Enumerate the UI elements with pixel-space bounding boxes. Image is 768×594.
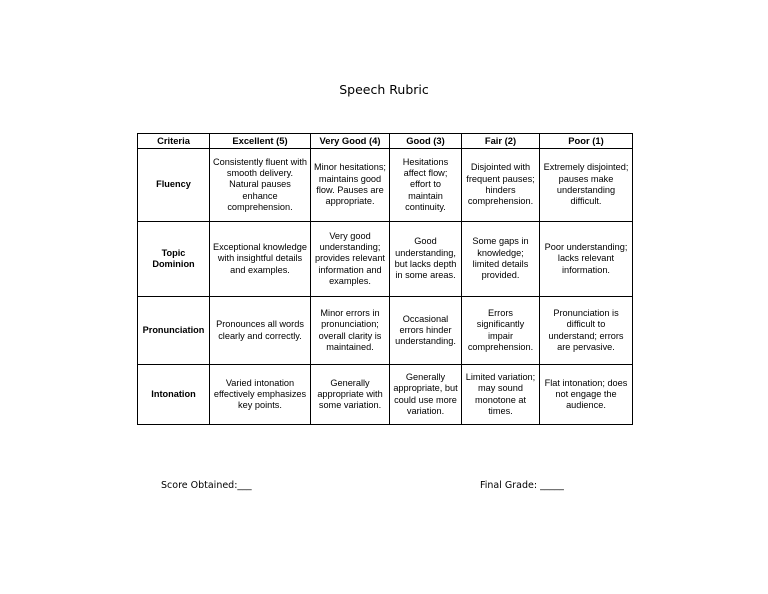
rubric-cell: Exceptional knowledge with insightful details and examples. xyxy=(210,222,311,297)
score-obtained-label: Score Obtained:___ xyxy=(161,480,252,491)
rubric-cell: Pronounces all words clearly and correctly. xyxy=(210,297,311,365)
rubric-cell: Generally appropriate with some variation. xyxy=(311,365,390,425)
criteria-cell: Intonation xyxy=(138,365,210,425)
rubric-cell: Consistently fluent with smooth delivery. Natural pauses enhance comprehension. xyxy=(210,149,311,222)
header-criteria: Criteria xyxy=(138,134,210,149)
rubric-cell: Varied intonation effectively emphasizes key points. xyxy=(210,365,311,425)
rubric-cell: Some gaps in knowledge; limited details provided. xyxy=(462,222,540,297)
rubric-cell: Extremely disjointed; pauses make understanding difficult. xyxy=(540,149,633,222)
rubric-cell: Good understanding, but lacks depth in some areas. xyxy=(390,222,462,297)
rubric-cell: Hesitations affect flow; effort to maintain continuity. xyxy=(390,149,462,222)
criteria-cell: Topic Dominion xyxy=(138,222,210,297)
rubric-cell: Errors significantly impair comprehension. xyxy=(462,297,540,365)
header-excellent: Excellent (5) xyxy=(210,134,311,149)
header-poor: Poor (1) xyxy=(540,134,633,149)
rubric-cell: Poor understanding; lacks relevant information. xyxy=(540,222,633,297)
header-good: Good (3) xyxy=(390,134,462,149)
rubric-table xyxy=(137,133,633,425)
table-row-intonation xyxy=(138,365,633,425)
rubric-cell: Disjointed with frequent pauses; hinders comprehension. xyxy=(462,149,540,222)
rubric-cell: Limited variation; may sound monotone at times. xyxy=(462,365,540,425)
header-row xyxy=(138,134,633,149)
criteria-cell: Fluency xyxy=(138,149,210,222)
rubric-cell: Minor errors in pronunciation; overall clarity is maintained. xyxy=(311,297,390,365)
rubric-cell: Generally appropriate, but could use more variation. xyxy=(390,365,462,425)
header-fair: Fair (2) xyxy=(462,134,540,149)
table-row-fluency xyxy=(138,149,633,222)
table-row-topic-dominion xyxy=(138,222,633,297)
rubric-cell: Pronunciation is difficult to understand; errors are pervasive. xyxy=(540,297,633,365)
header-very-good: Very Good (4) xyxy=(311,134,390,149)
criteria-cell: Pronunciation xyxy=(138,297,210,365)
rubric-cell: Occasional errors hinder understanding. xyxy=(390,297,462,365)
final-grade-label: Final Grade: _____ xyxy=(480,480,564,491)
rubric-cell: Very good understanding; provides relevant information and examples. xyxy=(311,222,390,297)
table-row-pronunciation xyxy=(138,297,633,365)
page-title: Speech Rubric xyxy=(339,82,429,97)
rubric-cell: Minor hesitations; maintains good flow. Pauses are appropriate. xyxy=(311,149,390,222)
rubric-cell: Flat intonation; does not engage the audience. xyxy=(540,365,633,425)
